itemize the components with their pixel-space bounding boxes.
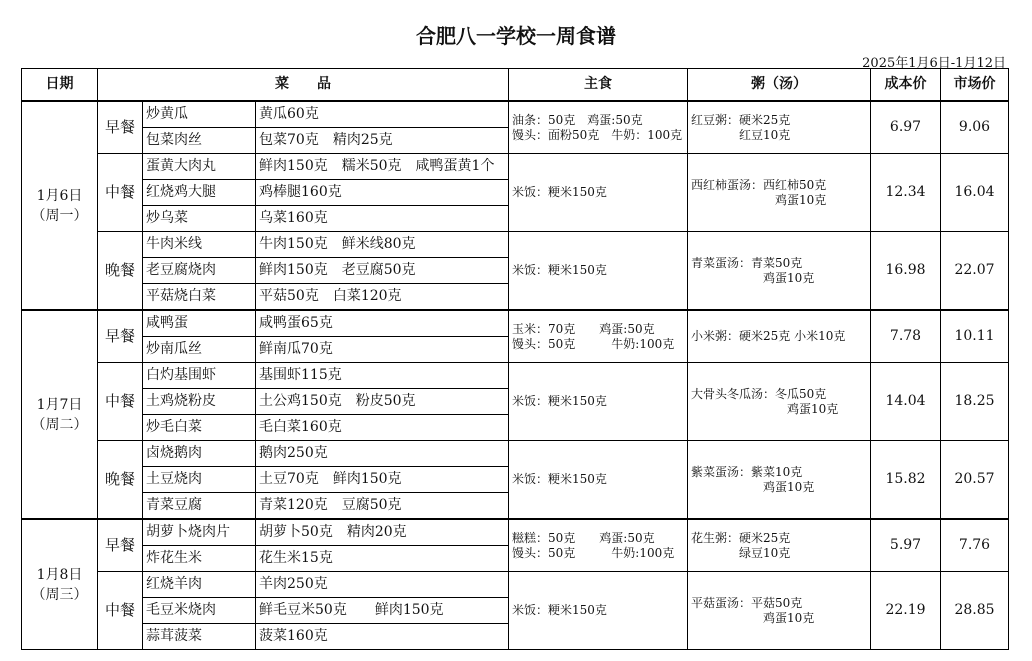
soup-line-2: 绿豆10克 bbox=[691, 545, 791, 560]
dish-name: 红烧鸡大腿 bbox=[143, 180, 256, 206]
dish-name: 红烧羊肉 bbox=[143, 572, 256, 598]
dish-ingredients: 胡萝卜50克 精肉20克 bbox=[256, 519, 509, 546]
soup-line-2: 鸡蛋10克 bbox=[691, 401, 839, 416]
dish-ingredients: 鲜肉150克 老豆腐50克 bbox=[256, 258, 509, 284]
staple-line-1: 油条：50克 鸡蛋:50克 bbox=[512, 112, 643, 127]
soup-line-1: 花生粥：硬米25克 bbox=[691, 530, 791, 545]
dish-name: 包菜肉丝 bbox=[143, 128, 256, 154]
table-row bbox=[22, 572, 1009, 598]
day-weekday: （周二） bbox=[31, 416, 88, 433]
dish-name: 白灼基围虾 bbox=[143, 363, 256, 389]
soup-line-2: 红豆10克 bbox=[691, 127, 791, 142]
staple-line-1: 玉米：70克 鸡蛋:50克 bbox=[512, 321, 655, 336]
day-date-cell bbox=[22, 101, 98, 310]
table-row bbox=[22, 519, 1009, 546]
header-soup: 粥（汤） bbox=[688, 69, 871, 102]
meal-name: 早餐 bbox=[98, 310, 143, 363]
market-price: 18.25 bbox=[941, 363, 1009, 441]
meal-name: 晚餐 bbox=[98, 441, 143, 520]
dish-name: 炒黄瓜 bbox=[143, 101, 256, 128]
table-row bbox=[22, 232, 1009, 258]
staple-line-1: 糍糕：50克 鸡蛋:50克 bbox=[512, 530, 655, 545]
dish-name: 炒毛白菜 bbox=[143, 415, 256, 441]
day-date: 1月7日 bbox=[36, 396, 83, 413]
dish-ingredients: 鲜南瓜70克 bbox=[256, 337, 509, 363]
staple-cell bbox=[509, 101, 688, 154]
dish-ingredients: 鹅肉250克 bbox=[256, 441, 509, 467]
dish-name: 咸鸭蛋 bbox=[143, 310, 256, 337]
cost-price: 14.04 bbox=[871, 363, 941, 441]
dish-name: 土鸡烧粉皮 bbox=[143, 389, 256, 415]
dish-name: 炒乌菜 bbox=[143, 206, 256, 232]
meal-name: 晚餐 bbox=[98, 232, 143, 311]
soup-cell bbox=[688, 232, 871, 311]
staple-line-1: 米饭：粳米150克 bbox=[512, 263, 607, 277]
staple-cell bbox=[509, 572, 688, 650]
menu-table bbox=[21, 68, 1009, 650]
soup-line-1: 紫菜蛋汤：紫菜10克 bbox=[691, 464, 803, 479]
staple-line-2: 馒头：50克 牛奶:100克 bbox=[512, 336, 675, 351]
soup-line-1: 青菜蛋汤：青菜50克 bbox=[691, 255, 803, 270]
staple-cell bbox=[509, 441, 688, 520]
soup-line-1: 小米粥：硬米25克 小米10克 bbox=[691, 329, 846, 343]
table-row bbox=[22, 441, 1009, 467]
dish-name: 牛肉米线 bbox=[143, 232, 256, 258]
dish-ingredients: 菠菜160克 bbox=[256, 624, 509, 650]
header-dishes: 菜 品 bbox=[98, 69, 509, 102]
staple-line-1: 米饭：粳米150克 bbox=[512, 394, 607, 408]
dish-ingredients: 黄瓜60克 bbox=[256, 101, 509, 128]
dish-ingredients: 包菜70克 精肉25克 bbox=[256, 128, 509, 154]
dish-name: 老豆腐烧肉 bbox=[143, 258, 256, 284]
staple-line-1: 米饭：粳米150克 bbox=[512, 603, 607, 617]
dish-ingredients: 土豆70克 鲜肉150克 bbox=[256, 467, 509, 493]
dish-name: 土豆烧肉 bbox=[143, 467, 256, 493]
dish-name: 炒南瓜丝 bbox=[143, 337, 256, 363]
header-row bbox=[22, 69, 1009, 102]
dish-name: 胡萝卜烧肉片 bbox=[143, 519, 256, 546]
dish-name: 炸花生米 bbox=[143, 546, 256, 572]
table-row bbox=[22, 154, 1009, 180]
soup-cell bbox=[688, 101, 871, 154]
dish-ingredients: 鸡棒腿160克 bbox=[256, 180, 509, 206]
day-weekday: （周一） bbox=[31, 207, 88, 224]
dish-ingredients: 牛肉150克 鲜米线80克 bbox=[256, 232, 509, 258]
dish-ingredients: 羊肉250克 bbox=[256, 572, 509, 598]
meal-name: 早餐 bbox=[98, 519, 143, 572]
table-row bbox=[22, 310, 1009, 337]
dish-ingredients: 鲜肉150克 糯米50克 咸鸭蛋黄1个 bbox=[256, 154, 509, 180]
day-date-cell bbox=[22, 310, 98, 519]
dish-ingredients: 青菜120克 豆腐50克 bbox=[256, 493, 509, 520]
soup-line-2: 鸡蛋10克 bbox=[691, 610, 815, 625]
day-date: 1月6日 bbox=[36, 187, 83, 204]
day-date-cell bbox=[22, 519, 98, 650]
meal-name: 中餐 bbox=[98, 154, 143, 232]
soup-line-1: 红豆粥：硬米25克 bbox=[691, 112, 791, 127]
soup-line-1: 平菇蛋汤：平菇50克 bbox=[691, 595, 803, 610]
staple-line-1: 米饭：粳米150克 bbox=[512, 472, 607, 486]
soup-line-2: 鸡蛋10克 bbox=[691, 270, 815, 285]
soup-line-1: 西红柿蛋汤：西红柿50克 bbox=[691, 177, 827, 192]
market-price: 7.76 bbox=[941, 519, 1009, 572]
page-title: 合肥八一学校一周食谱 bbox=[416, 24, 616, 48]
dish-name: 青菜豆腐 bbox=[143, 493, 256, 520]
staple-line-1: 米饭：粳米150克 bbox=[512, 185, 607, 199]
cost-price: 15.82 bbox=[871, 441, 941, 520]
date-range: 2025年1月6日-1月12日 bbox=[862, 56, 1006, 71]
meal-name: 中餐 bbox=[98, 363, 143, 441]
cost-price: 22.19 bbox=[871, 572, 941, 650]
soup-cell bbox=[688, 441, 871, 520]
cost-price: 7.78 bbox=[871, 310, 941, 363]
soup-cell bbox=[688, 519, 871, 572]
staple-cell bbox=[509, 232, 688, 311]
soup-cell bbox=[688, 154, 871, 232]
staple-line-2: 馒头：面粉50克 牛奶：100克 bbox=[512, 127, 683, 142]
staple-cell bbox=[509, 519, 688, 572]
staple-line-2: 馒头：50克 牛奶:100克 bbox=[512, 545, 675, 560]
staple-cell bbox=[509, 310, 688, 363]
staple-cell bbox=[509, 154, 688, 232]
market-price: 10.11 bbox=[941, 310, 1009, 363]
dish-name: 平菇烧白菜 bbox=[143, 284, 256, 311]
dish-ingredients: 基围虾115克 bbox=[256, 363, 509, 389]
cost-price: 6.97 bbox=[871, 101, 941, 154]
soup-line-2: 鸡蛋10克 bbox=[691, 479, 815, 494]
header-market: 市场价 bbox=[941, 69, 1009, 102]
dish-name: 蛋黄大肉丸 bbox=[143, 154, 256, 180]
market-price: 28.85 bbox=[941, 572, 1009, 650]
dish-ingredients: 花生米15克 bbox=[256, 546, 509, 572]
market-price: 20.57 bbox=[941, 441, 1009, 520]
cost-price: 12.34 bbox=[871, 154, 941, 232]
dish-name: 卤烧鹅肉 bbox=[143, 441, 256, 467]
dish-ingredients: 平菇50克 白菜120克 bbox=[256, 284, 509, 311]
staple-cell bbox=[509, 363, 688, 441]
meal-name: 中餐 bbox=[98, 572, 143, 650]
cost-price: 16.98 bbox=[871, 232, 941, 311]
cost-price: 5.97 bbox=[871, 519, 941, 572]
day-weekday: （周三） bbox=[31, 586, 88, 603]
dish-ingredients: 乌菜160克 bbox=[256, 206, 509, 232]
soup-cell bbox=[688, 310, 871, 363]
market-price: 16.04 bbox=[941, 154, 1009, 232]
header-staple: 主食 bbox=[509, 69, 688, 102]
header-cost: 成本价 bbox=[871, 69, 941, 102]
dish-name: 毛豆米烧肉 bbox=[143, 598, 256, 624]
header-date: 日期 bbox=[22, 69, 98, 102]
meal-name: 早餐 bbox=[98, 101, 143, 154]
soup-cell bbox=[688, 572, 871, 650]
soup-cell bbox=[688, 363, 871, 441]
soup-line-1: 大骨头冬瓜汤：冬瓜50克 bbox=[691, 386, 827, 401]
dish-ingredients: 毛白菜160克 bbox=[256, 415, 509, 441]
market-price: 22.07 bbox=[941, 232, 1009, 311]
menu-body bbox=[22, 101, 1009, 650]
dish-name: 蒜茸菠菜 bbox=[143, 624, 256, 650]
day-date: 1月8日 bbox=[36, 566, 83, 583]
soup-line-2: 鸡蛋10克 bbox=[691, 192, 827, 207]
dish-ingredients: 咸鸭蛋65克 bbox=[256, 310, 509, 337]
table-row bbox=[22, 363, 1009, 389]
market-price: 9.06 bbox=[941, 101, 1009, 154]
dish-ingredients: 鲜毛豆米50克 鲜肉150克 bbox=[256, 598, 509, 624]
table-row bbox=[22, 101, 1009, 128]
dish-ingredients: 土公鸡150克 粉皮50克 bbox=[256, 389, 509, 415]
